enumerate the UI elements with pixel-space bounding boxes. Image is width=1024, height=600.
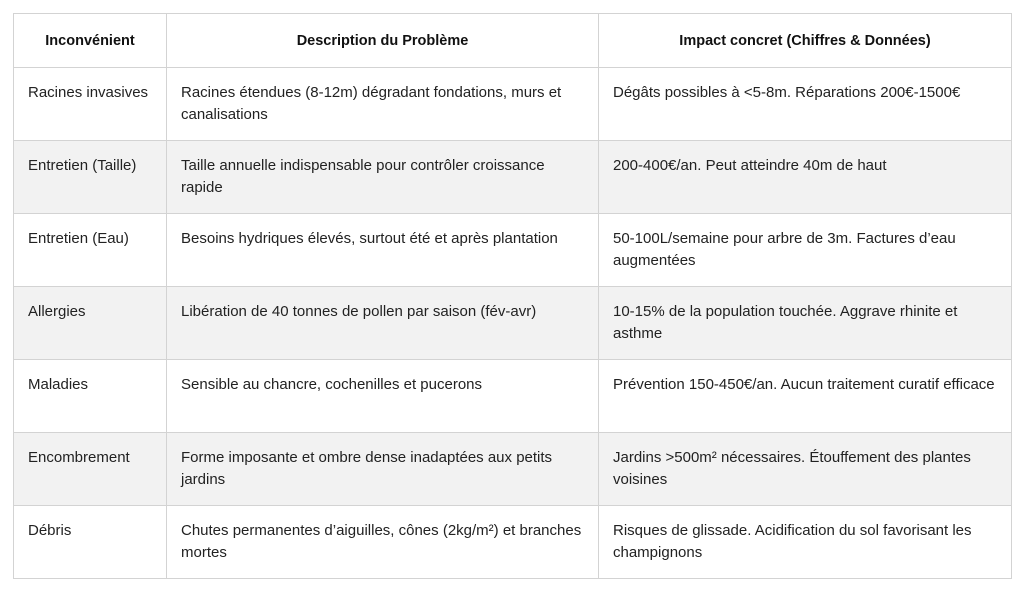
cell-inconvenient: Entretien (Taille): [14, 141, 167, 214]
inconvenients-table: [13, 13, 1012, 579]
cell-inconvenient: Débris: [14, 506, 167, 579]
cell-description: Sensible au chancre, cochenilles et pucerons: [167, 360, 599, 433]
header-description: Description du Problème: [167, 14, 599, 68]
table-row: [14, 68, 1012, 141]
cell-description: Forme imposante et ombre dense inadaptées aux petits jardins: [167, 433, 599, 506]
table-row: [14, 360, 1012, 433]
table-row: [14, 506, 1012, 579]
table-header-row: [14, 14, 1012, 68]
cell-description: Libération de 40 tonnes de pollen par saison (fév-avr): [167, 287, 599, 360]
cell-inconvenient: Encombrement: [14, 433, 167, 506]
cell-description: Taille annuelle indispensable pour contrôler croissance rapide: [167, 141, 599, 214]
table-row: [14, 433, 1012, 506]
cell-inconvenient: Racines invasives: [14, 68, 167, 141]
cell-description: Besoins hydriques élevés, surtout été et après plantation: [167, 214, 599, 287]
cell-impact: 50-100L/semaine pour arbre de 3m. Factures d’eau augmentées: [599, 214, 1012, 287]
cell-impact: Jardins >500m² nécessaires. Étouffement des plantes voisines: [599, 433, 1012, 506]
cell-impact: 10-15% de la population touchée. Aggrave rhinite et asthme: [599, 287, 1012, 360]
table-row: [14, 287, 1012, 360]
header-inconvenient: Inconvénient: [14, 14, 167, 68]
cell-inconvenient: Entretien (Eau): [14, 214, 167, 287]
cell-impact: Risques de glissade. Acidification du sol favorisant les champignons: [599, 506, 1012, 579]
comparison-table-container: [13, 13, 1011, 579]
cell-description: Chutes permanentes d’aiguilles, cônes (2kg/m²) et branches mortes: [167, 506, 599, 579]
header-impact: Impact concret (Chiffres & Données): [599, 14, 1012, 68]
cell-inconvenient: Allergies: [14, 287, 167, 360]
cell-impact: 200-400€/an. Peut atteindre 40m de haut: [599, 141, 1012, 214]
cell-description: Racines étendues (8-12m) dégradant fondations, murs et canalisations: [167, 68, 599, 141]
table-row: [14, 141, 1012, 214]
cell-impact: Dégâts possibles à <5-8m. Réparations 200€-1500€: [599, 68, 1012, 141]
table-row: [14, 214, 1012, 287]
cell-impact: Prévention 150-450€/an. Aucun traitement curatif efficace: [599, 360, 1012, 433]
cell-inconvenient: Maladies: [14, 360, 167, 433]
